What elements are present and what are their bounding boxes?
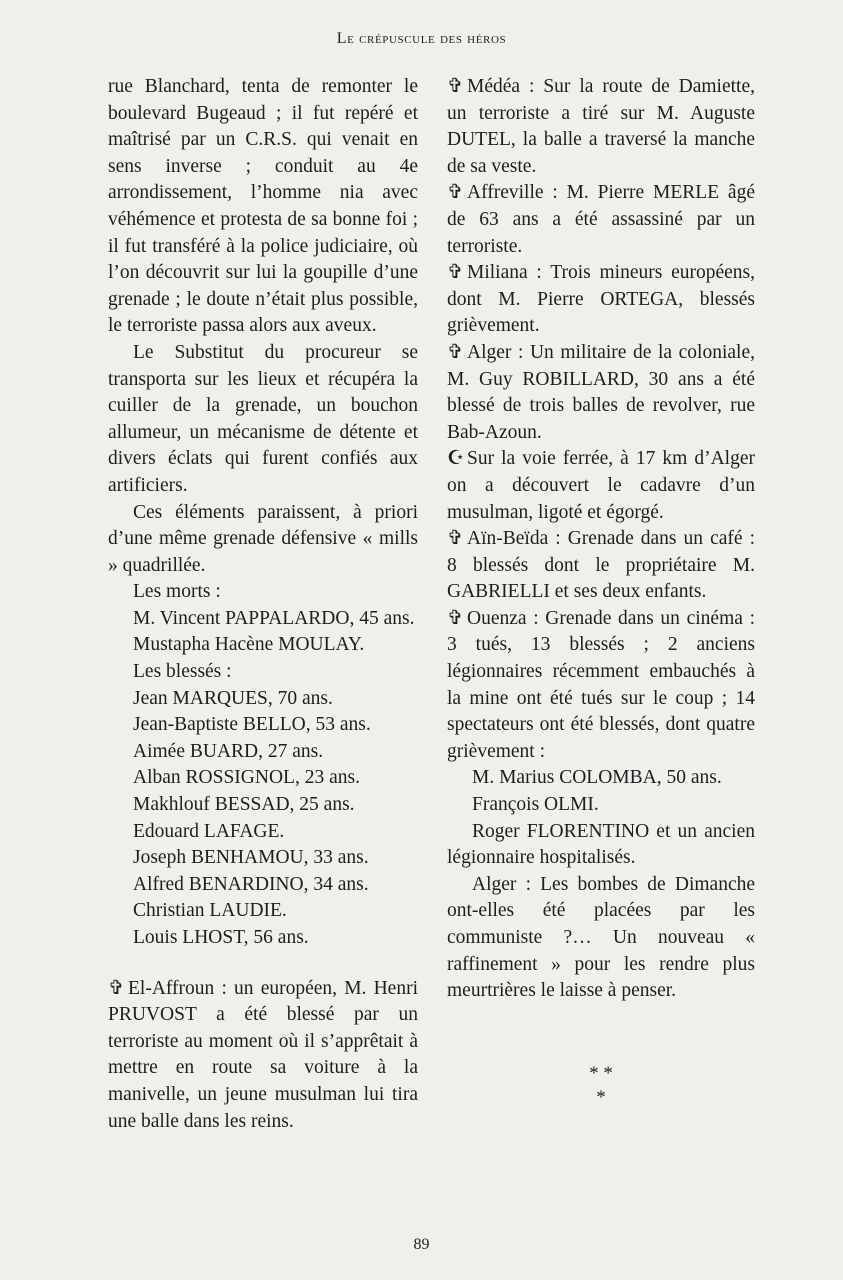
cross-icon: ✞ [447,607,464,629]
blesses-item: Makhlouf BESSAD, 25 ans. [133,794,355,816]
cross-icon: ✞ [447,76,464,97]
ouenza-name: M. Marius COLOMBA, 50 ans. [472,767,722,789]
news-entry-text: Sur la voie ferrée, à 17 km d’Alger on a découvert le cadavre d’un musulman, ligoté et égorgé. [447,448,755,523]
paragraph-substitut: Le Substitut du procureur se transporta sur les lieux et récupéra la cuiller de la grenade, un bouchon allumeur, un mécanisme de détente et divers éclats qui furent confiés aux artificiers. [108,341,418,496]
news-entry-voie-ferree [447,446,755,526]
paragraph-elements: Ces éléments paraissent, à priori d’une même grenade défensive « mills » quadrillée. [108,501,418,576]
cross-icon: ✞ [108,977,125,999]
left-column [108,74,418,1135]
asterism-bottom: * [596,1087,606,1108]
news-entry-text: Médéa : Sur la route de Damiette, un terroriste a tiré sur M. Auguste DUTEL, la balle a traversé la manche de sa veste. [447,76,755,177]
asterism [447,1062,755,1110]
blesses-heading: Les blessés : [133,661,232,683]
blesses-item: Alban ROSSIGNOL, 23 ans. [133,767,360,789]
asterism-top: * * [589,1063,613,1084]
paragraph-florentino: Roger FLORENTINO et un ancien légionnaire hospitalisés. [447,820,755,869]
news-entry-alger-militaire [447,340,755,446]
news-entry-medea [447,74,755,180]
morts-heading: Les morts : [133,581,221,603]
news-entry-ain-beida [447,526,755,606]
morts-item: Mustapha Hacène MOULAY. [133,634,365,656]
blesses-item: Aimée BUARD, 27 ans. [133,740,324,762]
running-title: Le crépuscule des héros [336,30,507,47]
right-column [447,74,755,1005]
blesses-item: Christian LAUDIE. [133,900,287,922]
cross-icon: ✞ [447,528,464,550]
blesses-item: Louis LHOST, 56 ans. [133,927,309,948]
paragraph-el-affroun [108,976,418,1136]
cross-icon: ✞ [447,182,464,204]
news-entry-text: Affreville : M. Pierre MERLE âgé de 63 ans a été assassiné par un terroriste. [447,182,755,257]
news-entry-ouenza [447,606,755,766]
news-entry-text: Miliana : Trois mineurs européens, dont M. Pierre ORTEGA, blessés grièvement. [447,262,755,337]
news-entry-affreville [447,180,755,260]
blesses-item: Jean-Baptiste BELLO, 53 ans. [133,714,371,736]
page-number: 89 [413,1236,430,1253]
paragraph-el-affroun-text: El-Affroun : un européen, M. Henri PRUVOST a été blessé par un terroriste au moment où il s’apprêtait à mettre en route sa voiture à la manivelle, un jeune musulman lui tira une balle dans les reins. [108,977,418,1132]
cross-icon: ✞ [447,341,464,363]
blesses-item: Alfred BENARDINO, 34 ans. [133,873,369,895]
blesses-item: Edouard LAFAGE. [133,820,285,842]
crescent-icon: ☪ [447,448,465,470]
section-gap [108,952,418,976]
news-entry-text: Ouenza : Grenade dans un cinéma : 3 tués, 13 blessés ; 2 anciens légionnaires récemment embauchés à la mine ont été tués sur le coup ; 14 spectateurs ont été blessés, dont quatre grièvement : [447,607,755,762]
news-entry-miliana [447,260,755,340]
running-header [0,30,843,48]
blesses-item: Jean MARQUES, 70 ans. [133,687,333,709]
news-entry-text: Alger : Un militaire de la coloniale, M. Guy ROBILLARD, 30 ans a été blessé de trois balles de revolver, rue Bab-Azoun. [447,341,755,443]
blesses-item: Joseph BENHAMOU, 33 ans. [133,847,369,869]
paragraph-alger-bombes: Alger : Les bombes de Dimanche ont-elles été placées par les communiste ?… Un nouveau « raffinement » pour les rendre plus meurtrières le laisse à penser. [447,873,755,1002]
morts-item: M. Vincent PAPPALARDO, 45 ans. [133,607,415,629]
ouenza-name: François OLMI. [472,794,599,816]
cross-icon: ✞ [447,262,464,284]
news-entry-text: Aïn-Beïda : Grenade dans un café : 8 blessés dont le propriétaire M. GABRIELLI et ses deux enfants. [447,528,755,603]
paragraph-rue-blanchard: rue Blanchard, tenta de remonter le boulevard Bugeaud ; il fut repéré et maîtrisé par un C.R.S. qui venait en sens inverse ; conduit au 4e arrondissement, l’homme nia avec véhémence et protesta de sa bonne foi ; il fut transféré à la police judiciaire, où l’on découvrit sur lui la goupille d’une grenade ; le doute n’était plus possible, le terroriste passa alors aux aveux. [108,76,418,337]
